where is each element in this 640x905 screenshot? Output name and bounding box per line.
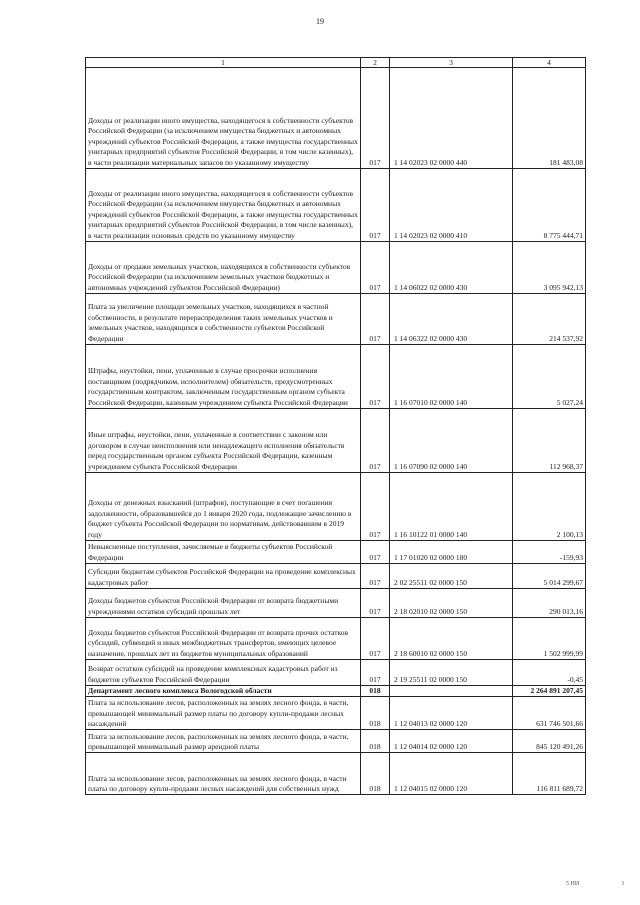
row-budget-code: 2 18 02010 02 0000 150 (390, 589, 513, 618)
row-amount: 2 100,13 (513, 473, 586, 541)
table-row (86, 730, 586, 753)
row-description: Доходы бюджетов субъектов Российской Федерации от возврата бюджетными учреждениями остатков субсидий прошлых лет (86, 589, 361, 618)
row-description: Штрафы, неустойки, пени, уплаченные в случае просрочки исполнения поставщиком (подрядчиком, исполнителем) обязательств, предусмотренных государственным контрактом, заключенным государственным органом субъекта Российской Федерации, казенным учреждением субъекта Российской Федерации (86, 345, 361, 409)
row-budget-code: 1 12 04014 02 0000 120 (390, 730, 513, 753)
row-budget-code: 2 18 60010 02 0000 150 (390, 618, 513, 660)
table-row (86, 541, 586, 564)
row-admin-code: 017 (361, 169, 390, 242)
row-amount: -159,93 (513, 541, 586, 564)
row-description: Плата за использование лесов, расположенных на землях лесного фонда, в части, превышающей минимальный размер платы по договору купли-продажи лесных насаждений (86, 697, 361, 730)
row-admin-code: 017 (361, 564, 390, 589)
row-admin-code: 017 (361, 345, 390, 409)
row-budget-code: 1 14 06022 02 0000 430 (390, 242, 513, 294)
table-row (86, 242, 586, 294)
row-amount: 5 014 299,67 (513, 564, 586, 589)
row-budget-code: 1 16 07010 02 0000 140 (390, 345, 513, 409)
row-admin-code: 018 (361, 686, 390, 697)
row-amount: 8 775 444,71 (513, 169, 586, 242)
row-amount: 2 264 891 207,45 (513, 686, 586, 697)
row-description: Возврат остатков субсидий на проведение комплексных кадастровых работ из бюджетов субъектов Российской Федерации (86, 660, 361, 686)
column-header: 3 (390, 58, 513, 68)
footer-mark: I (622, 881, 624, 887)
footer-mark: 5 НИ (566, 881, 580, 887)
table-row (86, 589, 586, 618)
row-amount: -0,45 (513, 660, 586, 686)
row-admin-code: 017 (361, 294, 390, 345)
row-budget-code (390, 686, 513, 697)
table-row (86, 169, 586, 242)
row-description: Субсидии бюджетам субъектов Российской Федерации на проведение комплексных кадастровых работ (86, 564, 361, 589)
row-admin-code: 018 (361, 697, 390, 730)
row-description: Доходы от реализации иного имущества, находящегося в собственности субъектов Российской Федерации (за исключением имущества бюджетных и автономных учреждений субъектов Российской Федерации, а также имущества государственных унитарных предприятий субъектов Российской Федерации, в том числе казенных), в части реализации материальных запасов по указанному имуществу (86, 68, 361, 169)
row-description: Доходы бюджетов субъектов Российской Федерации от возврата прочих остатков субсидий, субвенций и иных межбюджетных трансфертов, имеющих целевое назначение, прошлых лет из бюджетов муниципальных образований (86, 618, 361, 660)
table-header-row (86, 58, 586, 68)
row-description: Плата за использование лесов, расположенных на землях лесного фонда, в части, превышающей минимальный размер арендной платы (86, 730, 361, 753)
row-budget-code: 1 14 06322 02 0000 430 (390, 294, 513, 345)
row-description: Департамент лесного комплекса Вологодской области (86, 686, 361, 697)
row-description: Плата за увеличение площади земельных участков, находящихся в частной собственности, в результате перераспределения таких земельных участков и земельных участков, находящихся в собственности субъектов Российской Федерации (86, 294, 361, 345)
row-budget-code: 1 14 02023 02 0000 440 (390, 68, 513, 169)
row-admin-code: 017 (361, 68, 390, 169)
row-amount: 181 483,08 (513, 68, 586, 169)
row-budget-code: 1 16 07090 02 0000 140 (390, 409, 513, 473)
row-description: Плата за использование лесов, расположенных на землях лесного фонда, в части платы по договору купли-продажи лесных насаждений для собственных нужд (86, 753, 361, 795)
row-admin-code: 017 (361, 589, 390, 618)
page-number: 19 (316, 17, 324, 26)
row-budget-code: 1 12 04015 02 0000 120 (390, 753, 513, 795)
table-row (86, 697, 586, 730)
row-admin-code: 017 (361, 473, 390, 541)
row-admin-code: 017 (361, 660, 390, 686)
table-row (86, 409, 586, 473)
row-admin-code: 018 (361, 730, 390, 753)
row-admin-code: 017 (361, 618, 390, 660)
table-row (86, 618, 586, 660)
table-row (86, 564, 586, 589)
row-description: Доходы от денежных взысканий (штрафов), поступающие в счет погашения задолженности, образовавшейся до 1 января 2020 года, подлежащие зачислению в бюджет субъекта Российской Федерации по нормативам, действовавшим в 2019 году (86, 473, 361, 541)
row-admin-code: 017 (361, 242, 390, 294)
column-header: 1 (86, 58, 361, 68)
row-amount: 112 968,37 (513, 409, 586, 473)
row-budget-code: 2 02 25511 02 0000 150 (390, 564, 513, 589)
table-row (86, 473, 586, 541)
row-budget-code: 1 16 10122 01 0000 140 (390, 473, 513, 541)
column-header: 2 (361, 58, 390, 68)
row-budget-code: 1 12 04013 02 0000 120 (390, 697, 513, 730)
table-row (86, 345, 586, 409)
row-admin-code: 017 (361, 409, 390, 473)
row-amount: 5 027,24 (513, 345, 586, 409)
table-row (86, 294, 586, 345)
column-header: 4 (513, 58, 586, 68)
row-amount: 1 502 999,99 (513, 618, 586, 660)
row-amount: 214 537,92 (513, 294, 586, 345)
row-admin-code: 018 (361, 753, 390, 795)
row-description: Доходы от продажи земельных участков, находящихся в собственности субъектов Российской Федерации (за исключением земельных участков бюджетных и автономных учреждений субъектов Российской Федерации) (86, 242, 361, 294)
row-budget-code: 2 19 25511 02 0000 150 (390, 660, 513, 686)
row-amount: 116 811 689,72 (513, 753, 586, 795)
revenue-table (85, 57, 586, 795)
row-admin-code: 017 (361, 541, 390, 564)
row-budget-code: 1 17 01020 02 0000 180 (390, 541, 513, 564)
row-amount: 845 120 491,26 (513, 730, 586, 753)
table-row (86, 660, 586, 686)
row-budget-code: 1 14 02023 02 0000 410 (390, 169, 513, 242)
row-amount: 290 013,16 (513, 589, 586, 618)
table-row (86, 753, 586, 795)
table-row (86, 686, 586, 697)
row-amount: 3 095 942,13 (513, 242, 586, 294)
row-description: Доходы от реализации иного имущества, находящегося в собственности субъектов Российской Федерации (за исключением имущества бюджетных и автономных учреждений субъектов Российской Федерации, а также имущества государственных унитарных предприятий субъектов Российской Федерации, в том числе казенных), в части реализации основных средств по указанному имуществу (86, 169, 361, 242)
row-description: Невыясненные поступления, зачисляемые в бюджеты субъектов Российской Федерации (86, 541, 361, 564)
row-description: Иные штрафы, неустойки, пени, уплаченные в соответствии с законом или договором в случае неисполнения или ненадлежащего исполнения обязательств перед государственным органом субъекта Российской Федерации, казенным учреждением субъекта Российской Федерации (86, 409, 361, 473)
table-row (86, 68, 586, 169)
row-amount: 631 746 501,66 (513, 697, 586, 730)
